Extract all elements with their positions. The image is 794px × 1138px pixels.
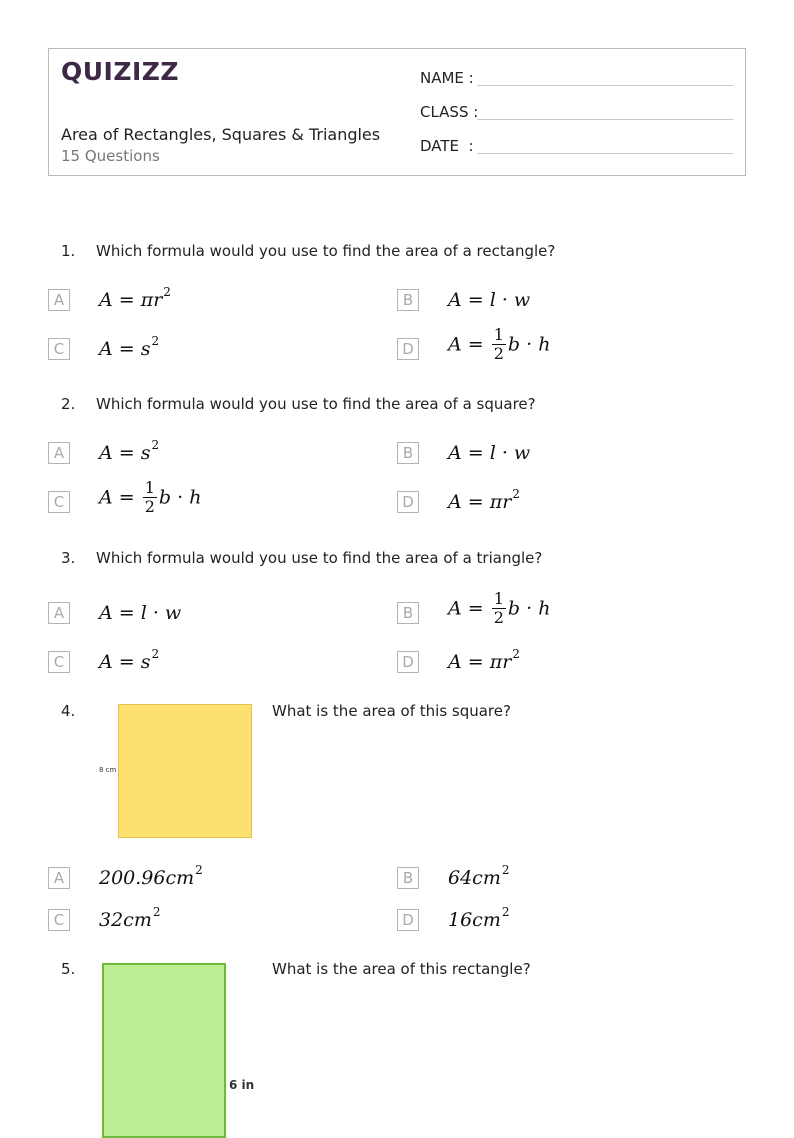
formula-text: A = πr bbox=[99, 289, 163, 311]
date-label: DATE : bbox=[420, 137, 474, 155]
formula-text: b · h bbox=[158, 486, 202, 509]
question-number: 1. bbox=[61, 242, 76, 260]
exponent: 2 bbox=[512, 487, 520, 501]
question-number: 4. bbox=[61, 702, 76, 720]
name-label: NAME : bbox=[420, 69, 474, 87]
option-formula bbox=[448, 487, 520, 513]
question-count: 15 Questions bbox=[61, 147, 160, 165]
worksheet-title: Area of Rectangles, Squares & Triangles bbox=[61, 125, 381, 144]
option-formula bbox=[448, 591, 550, 628]
date-field[interactable] bbox=[420, 137, 474, 155]
option-box[interactable]: A bbox=[48, 442, 70, 464]
question-text: Which formula would you use to find the area of a rectangle? bbox=[96, 242, 556, 260]
fraction-denominator: 2 bbox=[493, 608, 504, 627]
option-formula bbox=[448, 289, 530, 311]
question-text: Which formula would you use to find the area of a triangle? bbox=[96, 549, 543, 567]
option-formula bbox=[99, 480, 201, 517]
value-text: 200.96cm bbox=[99, 867, 195, 889]
question-text: Which formula would you use to find the area of a square? bbox=[96, 395, 536, 413]
fraction-numerator: 1 bbox=[144, 478, 155, 497]
date-line[interactable] bbox=[477, 153, 733, 154]
formula-text: A = πr bbox=[448, 491, 512, 513]
option-box[interactable]: A bbox=[48, 867, 70, 889]
option-box[interactable]: D bbox=[397, 491, 419, 513]
exponent: 2 bbox=[151, 334, 160, 348]
fraction bbox=[492, 326, 506, 363]
fraction bbox=[143, 479, 157, 516]
formula-text: b · h bbox=[507, 333, 551, 356]
name-line[interactable] bbox=[477, 85, 733, 86]
exponent: 2 bbox=[151, 647, 160, 661]
option-formula bbox=[448, 647, 520, 673]
exponent: 2 bbox=[151, 438, 160, 452]
value-text: 64cm bbox=[448, 867, 501, 889]
formula-text: A = bbox=[99, 486, 141, 509]
option-value bbox=[448, 863, 510, 889]
formula-text: A = s bbox=[99, 651, 151, 673]
fraction-numerator: 1 bbox=[493, 325, 504, 344]
option-value bbox=[99, 863, 203, 889]
option-value bbox=[99, 905, 161, 931]
option-box[interactable]: B bbox=[397, 442, 419, 464]
fraction-denominator: 2 bbox=[493, 344, 504, 363]
formula-text: A = s bbox=[99, 338, 151, 360]
option-box[interactable]: D bbox=[397, 651, 419, 673]
option-formula bbox=[99, 438, 160, 464]
exponent: 2 bbox=[163, 285, 171, 299]
exponent: 2 bbox=[501, 905, 510, 919]
formula-text: A = πr bbox=[448, 651, 512, 673]
fraction-denominator: 2 bbox=[144, 497, 155, 516]
option-box[interactable]: D bbox=[397, 909, 419, 931]
exponent: 2 bbox=[195, 863, 203, 877]
question-number: 3. bbox=[61, 549, 76, 567]
formula-text: A = l · w bbox=[448, 442, 531, 464]
exponent: 2 bbox=[152, 905, 161, 919]
option-box[interactable]: C bbox=[48, 491, 70, 513]
class-label: CLASS : bbox=[420, 103, 479, 121]
worksheet-header bbox=[48, 48, 746, 176]
value-text: 32cm bbox=[99, 909, 152, 931]
question-text: What is the area of this square? bbox=[272, 702, 511, 720]
option-box[interactable]: B bbox=[397, 867, 419, 889]
class-field[interactable] bbox=[420, 103, 478, 121]
option-formula bbox=[99, 334, 160, 360]
square-figure bbox=[118, 704, 252, 838]
option-box[interactable]: C bbox=[48, 338, 70, 360]
formula-text: A = bbox=[448, 597, 490, 620]
name-field[interactable] bbox=[420, 69, 474, 87]
option-formula bbox=[448, 327, 550, 364]
option-box[interactable]: C bbox=[48, 909, 70, 931]
question-text: What is the area of this rectangle? bbox=[272, 960, 531, 978]
formula-text: A = l · w bbox=[448, 289, 531, 311]
option-box[interactable]: C bbox=[48, 651, 70, 673]
side-length-label: 6 in bbox=[229, 1078, 255, 1092]
class-line[interactable] bbox=[477, 119, 733, 120]
option-value bbox=[448, 905, 510, 931]
exponent: 2 bbox=[512, 647, 520, 661]
option-formula bbox=[99, 602, 181, 624]
exponent: 2 bbox=[501, 863, 510, 877]
rectangle-figure bbox=[102, 963, 226, 1138]
option-box[interactable]: B bbox=[397, 289, 419, 311]
value-text: 16cm bbox=[448, 909, 501, 931]
fraction bbox=[492, 590, 506, 627]
question-number: 5. bbox=[61, 960, 76, 978]
question-number: 2. bbox=[61, 395, 76, 413]
brand-logo: QUIZIZZ bbox=[61, 57, 180, 86]
side-length-label: 8 cm bbox=[99, 766, 117, 774]
formula-text: A = l · w bbox=[99, 602, 182, 624]
formula-text: b · h bbox=[507, 597, 551, 620]
fraction-numerator: 1 bbox=[493, 589, 504, 608]
formula-text: A = s bbox=[99, 442, 151, 464]
option-box[interactable]: A bbox=[48, 289, 70, 311]
option-formula bbox=[99, 647, 160, 673]
option-box[interactable]: A bbox=[48, 602, 70, 624]
option-box[interactable]: D bbox=[397, 338, 419, 360]
formula-text: A = bbox=[448, 333, 490, 356]
option-formula bbox=[448, 442, 530, 464]
option-box[interactable]: B bbox=[397, 602, 419, 624]
option-formula bbox=[99, 285, 171, 311]
